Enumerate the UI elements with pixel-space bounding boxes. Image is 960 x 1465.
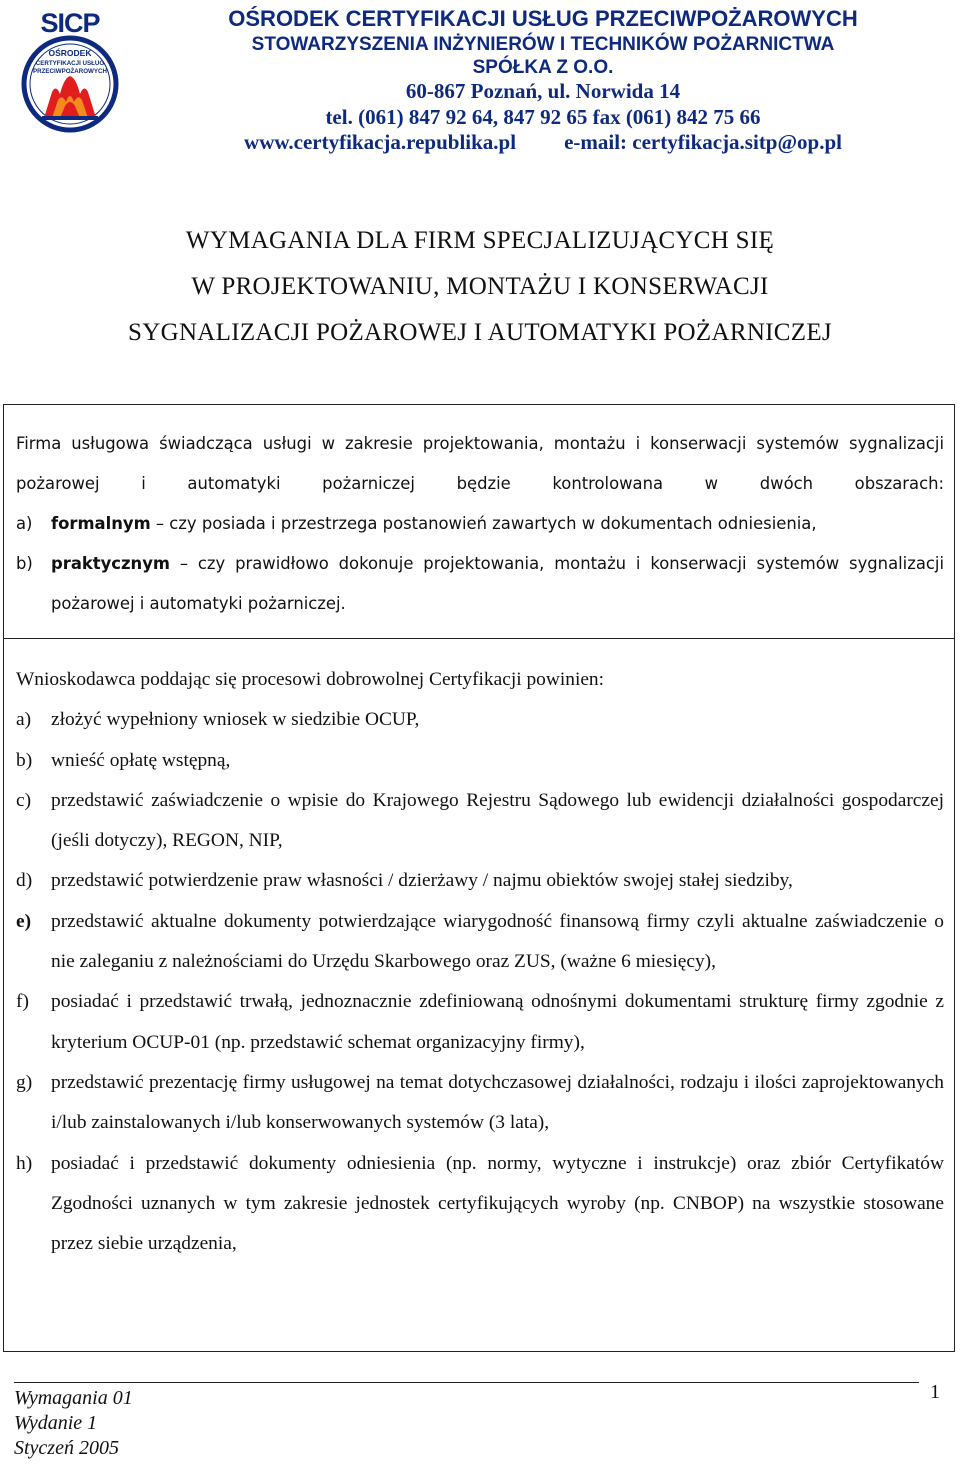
item-label: f)	[16, 991, 29, 1013]
logo-ring-line-2: CERTYFIKACJI USŁUG	[35, 60, 105, 67]
item-text: – czy posiada i przestrzega postanowień zawartych w dokumentach odniesienia,	[150, 514, 817, 533]
list-item	[16, 700, 944, 740]
list-item	[16, 1144, 944, 1265]
footer	[14, 1386, 133, 1461]
item-term: praktycznym	[51, 554, 170, 573]
title-line-1: WYMAGANIA DLA FIRM SPECJALIZUJĄCYCH SIĘ	[185, 227, 775, 254]
list-item	[16, 861, 944, 901]
item-text: posiadać i przedstawić trwałą, jednoznacznie zdefiniowaną odnośnymi dokumentami strukturę firmy zgodnie z kryterium OCUP-01 (np. przedstawić schemat organizacyjny firmy),	[51, 991, 944, 1053]
item-label: b)	[16, 749, 33, 771]
organization-header	[130, 6, 956, 156]
list-item	[16, 982, 944, 1063]
item-label: e)	[16, 910, 32, 932]
item-label: d)	[16, 870, 33, 892]
list-item	[16, 1063, 944, 1144]
logo-ring-line-1: OŚRODEK	[48, 48, 92, 58]
org-name: OŚRODEK CERTYFIKACJI USŁUG PRZECIWPOŻAROWYCH	[228, 6, 858, 31]
item-text: przedstawić prezentację firmy usługowej na temat dotychczasowej działalności, rodzaju i ilości zaprojektowanych i/lub zainstalowanych i/lub konserwowanych systemów (3 lata),	[51, 1071, 944, 1134]
footer-document: Wymagania 01	[14, 1387, 133, 1409]
section-divider	[4, 638, 954, 639]
org-phone-fax: tel. (061) 847 92 64, 847 92 65 fax (061) 842 75 66	[325, 104, 761, 129]
section1-intro: Firma usługowa świadcząca usługi w zakresie projektowania, montażu i konserwacji systemów sygnalizacji pożarowej i automatyki pożarniczej będzie kontrolowana w dwóch obszarach:	[16, 434, 944, 493]
item-text: przedstawić aktualne dokumenty potwierdzające wiarygodność finansową firmy czyli aktualne zaświadczenie o nie zaleganiu z należnościami do Urzędu Skarbowego oraz ZUS, (ważne 6 miesięcy),	[51, 910, 944, 973]
item-text: złożyć wypełniony wniosek w siedzibie OCUP,	[51, 709, 420, 731]
org-address: 60-867 Poznań, ul. Norwida 14	[405, 79, 681, 104]
list-item	[16, 781, 944, 862]
item-label: g)	[16, 1071, 33, 1093]
item-label: a)	[16, 709, 32, 731]
item-text: przedstawić potwierdzenie praw własności / dzierżawy / najmu obiektów swojej stałej siedziby,	[51, 870, 793, 892]
page-number: 1	[930, 1381, 940, 1403]
logo-acronym: SICP	[40, 8, 100, 38]
list-item	[16, 741, 944, 781]
sicp-logo-icon	[14, 6, 126, 134]
footer-edition: Wydanie 1	[14, 1412, 98, 1434]
item-text: posiadać i przedstawić dokumenty odniesienia (np. normy, wytyczne i instrukcje) oraz zbiór Certyfikatów Zgodności uznanych w tym zakresie jednostek certyfikujących wyroby (np. CNBOP) na wszystkie stosowane przez siebie urządzenia,	[51, 1152, 944, 1255]
title-line-2: W PROJEKTOWANIU, MONTAŻU I KONSERWACJI	[191, 273, 769, 300]
org-association: STOWARZYSZENIA INŻYNIERÓW I TECHNIKÓW POŻARNICTWA	[251, 33, 835, 55]
control-areas-section	[16, 424, 944, 624]
item-text: przedstawić zaświadczenie o wpisie do Krajowego Rejestru Sądowego lub ewidencji działalności gospodarczej (jeśli dotyczy), REGON, NIP,	[51, 789, 944, 852]
section2-heading: Wnioskodawca poddając się procesowi dobrowolnej Certyfikacji powinien:	[16, 669, 605, 690]
item-text: wnieść opłatę wstępną,	[51, 749, 231, 771]
item-label: b)	[16, 554, 33, 573]
footer-rule	[14, 1382, 919, 1383]
item-label: c)	[16, 789, 32, 811]
footer-date: Styczeń 2005	[14, 1437, 119, 1459]
list-item	[16, 544, 944, 624]
list-item	[16, 902, 944, 983]
item-label: a)	[16, 514, 33, 533]
org-email-link[interactable]: e-mail: certyfikacja.sitp@op.pl	[564, 130, 842, 155]
logo-ring-line-3: PRZECIWPOŻAROWYCH	[33, 68, 107, 75]
applicant-requirements-section	[16, 660, 944, 1264]
item-text: – czy prawidłowo dokonuje projektowania, montażu i konserwacji systemów sygnalizacji pożarowej i automatyki pożarniczej.	[51, 554, 944, 613]
item-label: h)	[16, 1152, 33, 1174]
title-line-3: SYGNALIZACJI POŻAROWEJ I AUTOMATYKI POŻARNICZEJ	[128, 319, 832, 346]
list-item	[16, 504, 944, 544]
org-company-form: SPÓŁKA Z O.O.	[472, 57, 614, 78]
document-title	[0, 218, 960, 356]
item-term: formalnym	[51, 514, 151, 533]
org-website-link[interactable]: www.certyfikacja.republika.pl	[244, 130, 517, 155]
org-contact	[130, 130, 956, 156]
